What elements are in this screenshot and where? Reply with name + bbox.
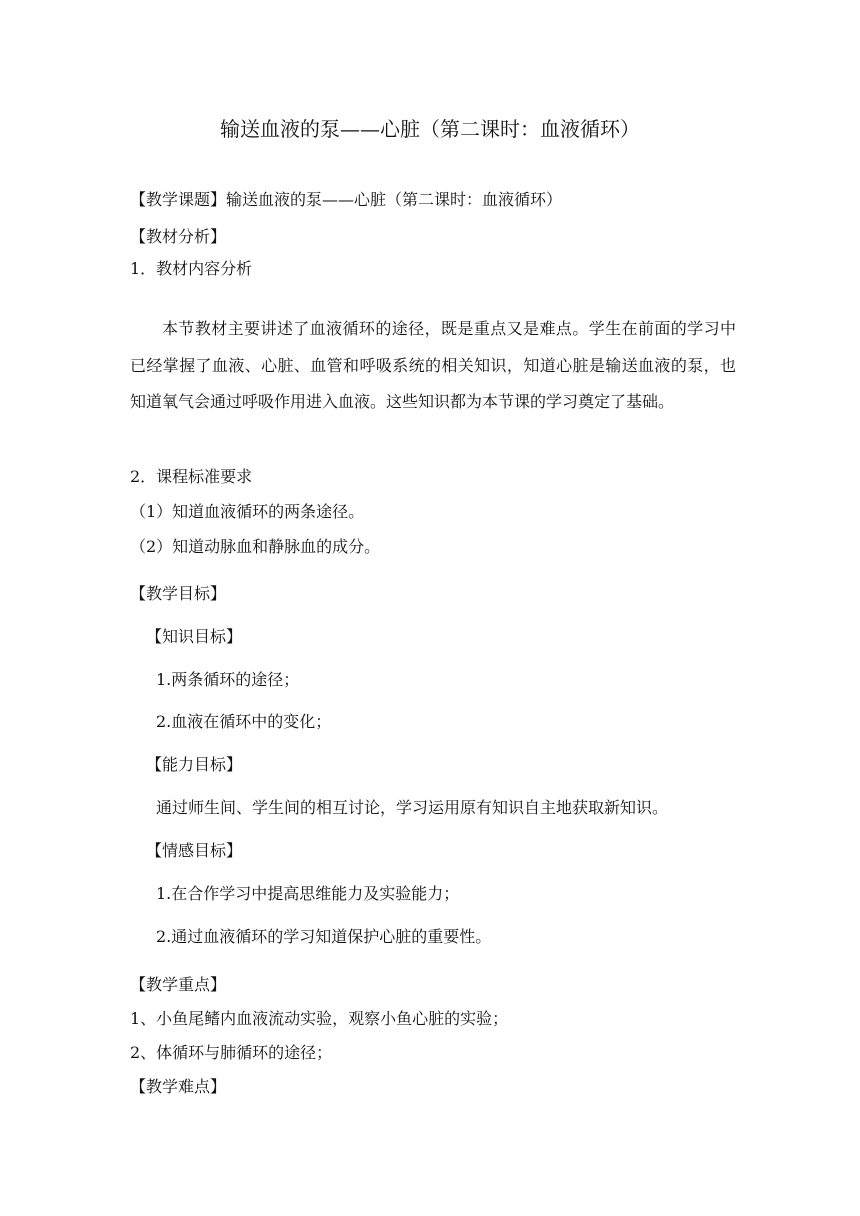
ability-text: 通过师生间、学生间的相互讨论，学习运用原有知识自主地获取新知识。 [156, 798, 669, 817]
document-title: 输送血液的泵——心脏（第二课时：血液循环） [220, 117, 640, 141]
knowledge-item: 2.血液在循环中的变化； [156, 712, 332, 731]
knowledge-heading: 【知识目标】 [146, 627, 243, 646]
emotion-item: 1.在合作学习中提高思维能力及实验能力； [156, 884, 460, 903]
analysis-heading: 【教材分析】 [130, 227, 227, 246]
standards-heading: 2．课程标准要求 [130, 467, 253, 486]
key-points-heading: 【教学重点】 [130, 975, 227, 994]
topic-line: 【教学课题】输送血液的泵——心脏（第二课时：血液循环） [130, 190, 563, 209]
content-analysis-heading: 1．教材内容分析 [130, 259, 253, 278]
content-analysis-paragraph: 本节教材主要讲述了血液循环的途径，既是重点又是难点。学生在前面的学习中已经掌握了血液、心脏、血管和呼吸系统的相关知识，知道心脏是输送血液的泵，也知道氧气会通过呼吸作用进入血液。这些知识都为本节课的学习奠定了基础。 [130, 319, 736, 412]
knowledge-item: 1.两条循环的途径； [156, 670, 300, 689]
difficulty-heading: 【教学难点】 [130, 1077, 227, 1096]
ability-heading: 【能力目标】 [146, 755, 243, 774]
objectives-heading: 【教学目标】 [130, 584, 227, 603]
standard-item: （2）知道动脉血和静脉血的成分。 [130, 537, 381, 556]
key-point-item: 1、小鱼尾鳍内血液流动实验，观察小鱼心脏的实验； [130, 1009, 509, 1028]
emotion-item: 2.通过血液循环的学习知道保护心脏的重要性。 [156, 927, 492, 946]
key-point-item: 2、体循环与肺循环的途径； [130, 1043, 333, 1062]
emotion-heading: 【情感目标】 [146, 841, 243, 860]
standard-item: （1）知道血液循环的两条途径。 [130, 502, 365, 521]
